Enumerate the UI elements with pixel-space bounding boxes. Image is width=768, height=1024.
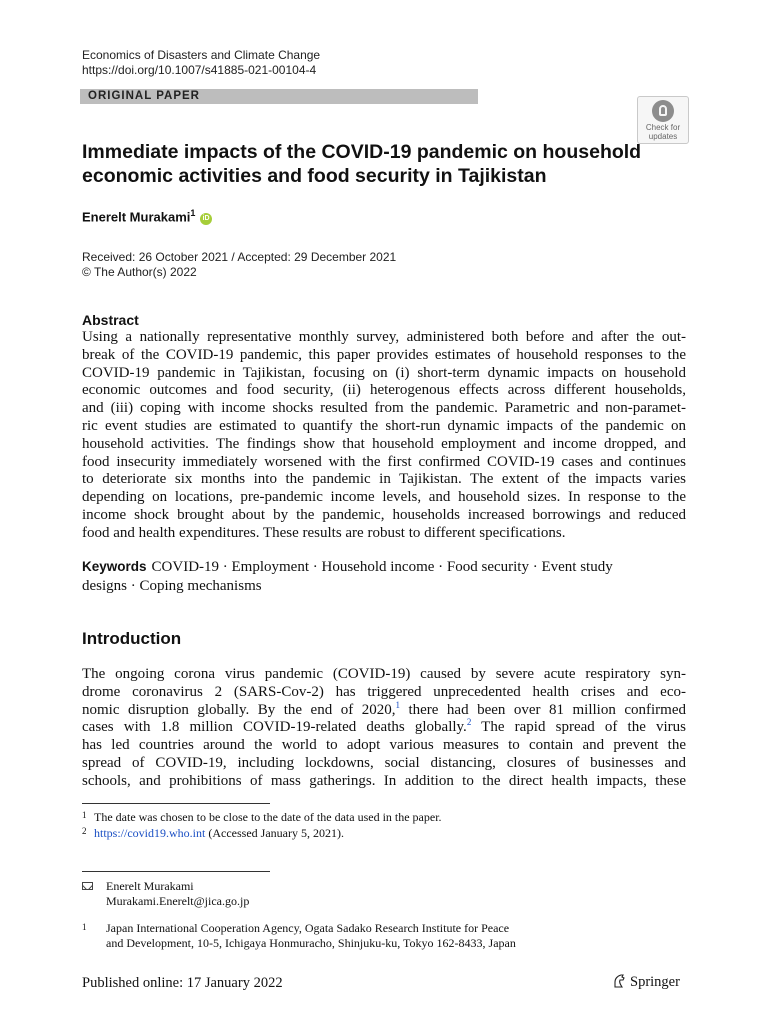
abstract-line: COVID-19 pandemic in Tajikistan, focusing on (i) short-term dynamic impacts on household (82, 364, 686, 381)
keywords-line: COVID-19 · Employment · Household income · Food security · Event study (151, 559, 613, 575)
abstract-line: food insecurity immediately worsened with the first confirmed COVID-19 cases and continues (82, 453, 686, 470)
journal-header (82, 48, 320, 78)
dates-block (82, 250, 396, 280)
keywords-heading: Keywords (82, 559, 147, 574)
body-text: cases with 1.8 million COVID-19-related deaths globally. (82, 719, 467, 736)
footnote-number: 1 (82, 810, 87, 820)
corresponding-author: Enerelt Murakami (106, 879, 194, 893)
introduction-body (82, 666, 686, 791)
author-name[interactable]: Enerelt Murakami (82, 209, 191, 225)
author-line (82, 208, 212, 225)
body-line: The ongoing corona virus pandemic (COVID-19) caused by severe acute respiratory syn- (82, 666, 686, 682)
abstract-line: economic outcomes and food security, (ii) heterogenous effects across different households, (82, 382, 686, 399)
abstract-heading: Abstract (82, 312, 139, 328)
abstract-line: ric event studies are estimated to quantify the short-run dynamic impacts of the pandemic on (82, 417, 686, 434)
correspondence-divider (82, 871, 270, 872)
footnote-divider (82, 803, 270, 804)
title-line: Immediate impacts of the COVID-19 pandemic on household (82, 141, 642, 163)
keywords-block (82, 558, 686, 595)
journal-name: Economics of Disasters and Climate Change (82, 48, 321, 62)
footnote-ref-2[interactable]: 2 (466, 717, 472, 728)
correspondence (106, 879, 249, 909)
body-line (82, 719, 686, 737)
introduction-heading: Introduction (82, 629, 182, 648)
abstract-line: food and health expenditures. These results are robust to different specifications. (82, 524, 566, 541)
bookmark-icon (652, 100, 674, 122)
abstract-line: depending on locations, pre-pandemic income levels, and household sizes. In response to the (82, 489, 686, 506)
orcid-icon[interactable]: iD (200, 213, 212, 225)
body-line (82, 699, 686, 720)
badge-line1: Check for (645, 123, 681, 132)
body-text: The rapid spread of the virus (471, 719, 687, 736)
affiliation (106, 921, 596, 951)
doi-link[interactable]: https://doi.org/10.1007/s41885-021-00104-4 (82, 63, 317, 77)
affiliation-number: 1 (82, 922, 87, 932)
received-accepted: Received: 26 October 2021 / Accepted: 29 December 2021 (82, 250, 397, 264)
body-text: there had been over 81 million confirmed (399, 701, 686, 718)
keywords-line: designs · Coping mechanisms (82, 577, 262, 594)
envelope-icon (82, 882, 93, 890)
abstract-line: to deteriorate six months into the pandemic in Tajikistan. The extent of the impacts varies (82, 471, 686, 488)
body-line: spread of COVID-19, including lockdowns, social distancing, closures of businesses and (82, 754, 686, 771)
paper-title (82, 140, 642, 188)
author-email[interactable]: Murakami.Enerelt@jica.go.jp (106, 894, 250, 908)
abstract-line: Using a nationally representative monthly survey, administered both before and after the out- (82, 329, 686, 345)
copyright: © The Author(s) 2022 (82, 265, 197, 279)
paper-type-banner: ORIGINAL PAPER (80, 89, 478, 104)
body-line: schools, and prohibitions of mass gatherings. In addition to the direct health impacts, these (82, 772, 686, 789)
who-covid-link[interactable]: https://covid19.who.int (94, 826, 206, 840)
footnote-number: 2 (82, 826, 87, 836)
footnote-text: (Accessed January 5, 2021). (205, 826, 344, 840)
published-online: Published online: 17 January 2022 (82, 975, 283, 991)
title-line: economic activities and food security in Tajikistan (82, 165, 547, 187)
footnote-text: The date was chosen to be close to the date of the data used in the paper. (94, 810, 442, 824)
affiliation-line: and Development, 10-5, Ichigaya Honmuracho, Shinjuku-ku, Tokyo 162-8433, Japan (106, 936, 516, 950)
body-line: has led countries around the world to adopt various measures to contain and prevent the (82, 737, 686, 754)
springer-horse-icon (612, 974, 625, 988)
body-line: drome coronavirus 2 (SARS-Cov-2) has triggered unprecedented health crises and eco- (82, 683, 686, 700)
publisher-name: Springer (630, 974, 680, 990)
body-text: nomic disruption globally. By the end of 2020, (82, 701, 396, 718)
affiliation-line: Japan International Cooperation Agency, Ogata Sadako Research Institute for Peace (106, 921, 510, 935)
author-affiliation-ref: 1 (190, 208, 196, 218)
badge-line2: updates (648, 132, 678, 141)
footnote-1 (82, 808, 442, 825)
abstract-line: break of the COVID-19 pandemic, this paper provides estimates of household responses to the (82, 346, 686, 363)
abstract-line: and (iii) coping with income shocks resulted from the pandemic. Parametric and non-paramet- (82, 400, 686, 417)
footnote-2 (82, 824, 344, 841)
abstract-body (82, 329, 686, 543)
springer-logo[interactable] (612, 974, 680, 991)
abstract-line: income shock brought about by the pandemic, households increased borrowings and reduced (82, 506, 686, 523)
abstract-line: household activities. The findings show that household employment and income dropped, and (82, 435, 686, 452)
check-for-updates-badge[interactable] (637, 96, 689, 144)
footnote-ref-1[interactable]: 1 (395, 699, 400, 710)
